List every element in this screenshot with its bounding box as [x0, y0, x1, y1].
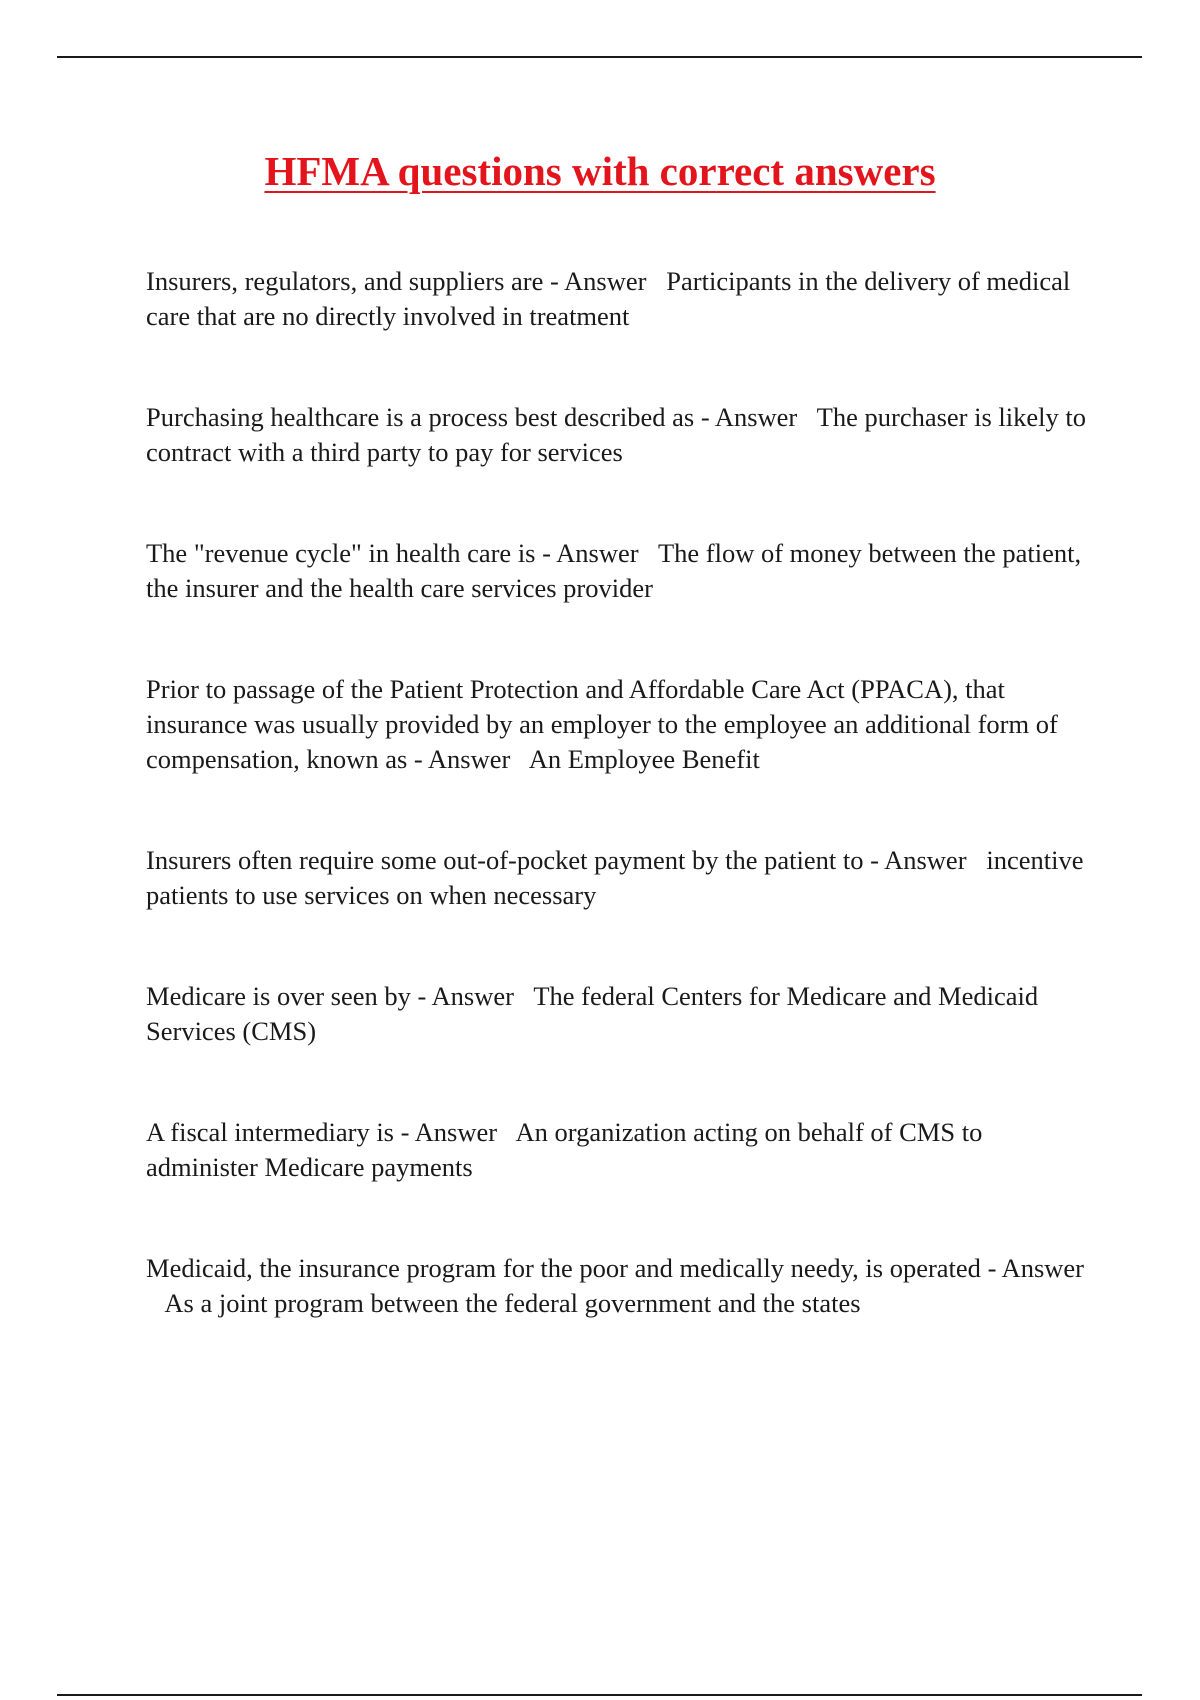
- qa-list: [146, 264, 1096, 1387]
- question-text: Medicaid, the insurance program for the poor and medically needy, is operated: [146, 1253, 981, 1283]
- question-text: Prior to passage of the Patient Protection and Affordable Care Act (PPACA), that insurance was usually provided by an employer to the employee an additional form of compensation, known as: [146, 674, 1058, 774]
- answer-marker: - Answer: [870, 845, 967, 875]
- answer-text: Participants in the delivery of medical care that are no directly involved in treatment: [146, 266, 1071, 331]
- qa-item: [146, 1251, 1096, 1321]
- qa-item: [146, 843, 1096, 913]
- page-title-text: HFMA questions with correct answers: [264, 148, 936, 194]
- answer-text: incentive patients to use services on when necessary: [146, 845, 1084, 910]
- question-text: Medicare is over seen by: [146, 981, 411, 1011]
- question-text: The "revenue cycle" in health care is: [146, 538, 536, 568]
- question-text: Insurers, regulators, and suppliers are: [146, 266, 544, 296]
- answer-text: The purchaser is likely to contract with a third party to pay for services: [146, 402, 1087, 467]
- answer-text: The federal Centers for Medicare and Medicaid Services (CMS): [146, 981, 1039, 1046]
- qa-item: [146, 1115, 1096, 1185]
- answer-marker: - Answer: [550, 266, 647, 296]
- answer-marker: - Answer: [700, 402, 798, 432]
- question-text: A fiscal intermediary is: [146, 1117, 394, 1147]
- qa-item: [146, 979, 1096, 1049]
- answer-text: An organization acting on behalf of CMS to administer Medicare payments: [146, 1117, 983, 1182]
- bottom-rule: [57, 1694, 1142, 1696]
- answer-marker: - Answer: [413, 744, 511, 774]
- qa-item: [146, 672, 1096, 777]
- question-text: Purchasing healthcare is a process best described as: [146, 402, 695, 432]
- answer-marker: - Answer: [417, 981, 514, 1011]
- page-title: [0, 146, 1200, 196]
- qa-item: [146, 264, 1096, 334]
- qa-item: [146, 536, 1096, 606]
- question-text: Insurers often require some out-of-pocket payment by the patient to: [146, 845, 864, 875]
- answer-marker: - Answer: [400, 1117, 498, 1147]
- answer-marker: - Answer: [987, 1253, 1084, 1283]
- answer-marker: - Answer: [542, 538, 639, 568]
- qa-item: [146, 400, 1096, 470]
- answer-text: As a joint program between the federal government and the states: [164, 1288, 861, 1318]
- answer-text: The flow of money between the patient, the insurer and the health care services provider: [146, 538, 1082, 603]
- top-rule: [57, 56, 1142, 58]
- answer-text: An Employee Benefit: [528, 744, 760, 774]
